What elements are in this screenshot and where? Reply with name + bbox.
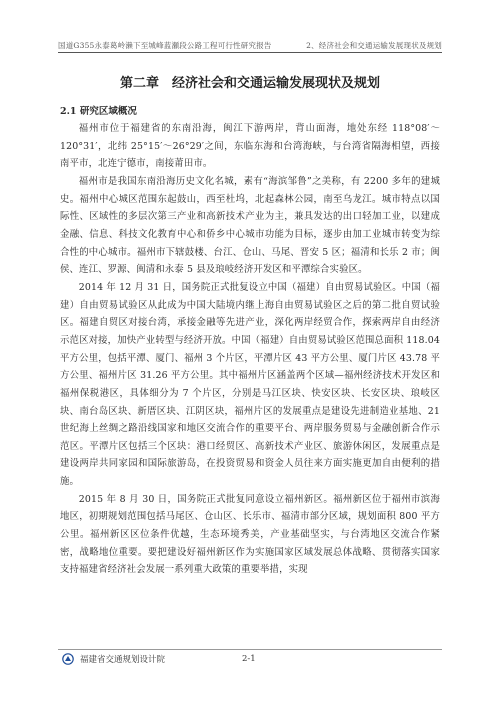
paragraph-free-trade-zone: 2014 年 12 月 31 日，国务院正式批复设立中国（福建）自由贸易试验区。中国（福建）自由贸易试验区从此成为中国大陆境内继上海自由贸易试验区之后的第二批自贸试验区。福建自贸区对接台湾，承接金融等先进产业，深化两岸经贸合作，探索两岸自由经济示范区对接，加快产业转型与经济开放。中国（福建）自由贸易试验区范围总面积 118.04 平方公里，包括平潭、厦门、福州 3 个片区，平潭片区 43 平方公里、厦门片区 43.78 平方公里、福州片区 31.26 平方公里。其中福州片区涵盖两个区域—福州经济技术开发区和福州保税港区，具体细分为 7 个片区，分别是马江区块、快安区块、长安区块、琅岐区块、南台岛区块、新厝区块、江阴区块，福州片区的发展重点是建设先进制造业基地、21 世纪海上丝绸之路沿线国家和地区交流合作的重要平台、两岸服务贸易与金融创新合作示范区。平潭片区包括三个区块：港口经贸区、高新技术产业区、旅游休闲区，发展重点是建设两岸共同家园和国际旅游岛，在投资贸易和资金人员往来方面实施更加自由便利的措施。 [60, 281, 440, 488]
header-divider [58, 52, 442, 53]
paragraph-location: 福州市位于福建省的东南沿海，闽江下游两岸，背山面海，地处东经 118°08′～120°31′，北纬 25°15′～26°29′之间，东临东海和台湾海峡，与台湾省隔海相望，西接南平市，北连宁德市，南接莆田市。 [60, 123, 440, 170]
running-header [58, 40, 442, 51]
footer-organization: 福建省交通规划设计院 [80, 655, 166, 665]
chapter-title: 第二章 经济社会和交通运输发展现状及规划 [119, 76, 380, 91]
header-chapter-ref: 2、经济社会和交通运输发展现状及规划 [306, 41, 442, 50]
paragraph-history: 福州市是我国东南沿海历史文化名城，素有“海滨邹鲁”之美称，有 2200 多年的建城史。福州中心城区范围东起鼓山，西至杜坞，北起森林公园，南至乌龙江。城市特点以国际性、区域性的多层次第三产业和高新技术产业为主，兼具发达的出口轻加工业，以建成金融、信息、科技文化教育中心和侨乡中心城市功能为目标，逐步由加工业城市转变为综合性的中心城市。福州市下辖鼓楼、台江、仓山、马尾、晋安 5 区；福清和长乐 2 市；闽侯、连江、罗源、闽清和永泰 5 县及琅岐经济开发区和平潭综合实验区。 [60, 175, 440, 276]
institute-logo-icon [62, 653, 74, 665]
page-footer [62, 653, 442, 665]
paragraph-new-district: 2015 年 8 月 30 日，国务院正式批复同意设立福州新区。福州新区位于福州市滨海地区，初期规划范围包括马尾区、仓山区、长乐市、福清市部分区域，规划面积 800 平方公里。福州新区区位条件优越，生态环境秀美，产业基础坚实，与台湾地区交流合作紧密，战略地位重要。要把建设好福州新区作为实施国家区域发展总体战略、贯彻落实国家支持福建省经济社会发展一系列重大政策的重要举措，实现 [60, 493, 440, 576]
header-report-title: 国道G355永泰葛岭濑下至城峰蓝瀬段公路工程可行性研究报告 [58, 41, 272, 50]
section-heading: 2.1 研究区域概况 [60, 106, 137, 117]
page-number: 2-1 [242, 654, 256, 664]
body-text [60, 120, 440, 579]
footer-divider [58, 649, 442, 650]
